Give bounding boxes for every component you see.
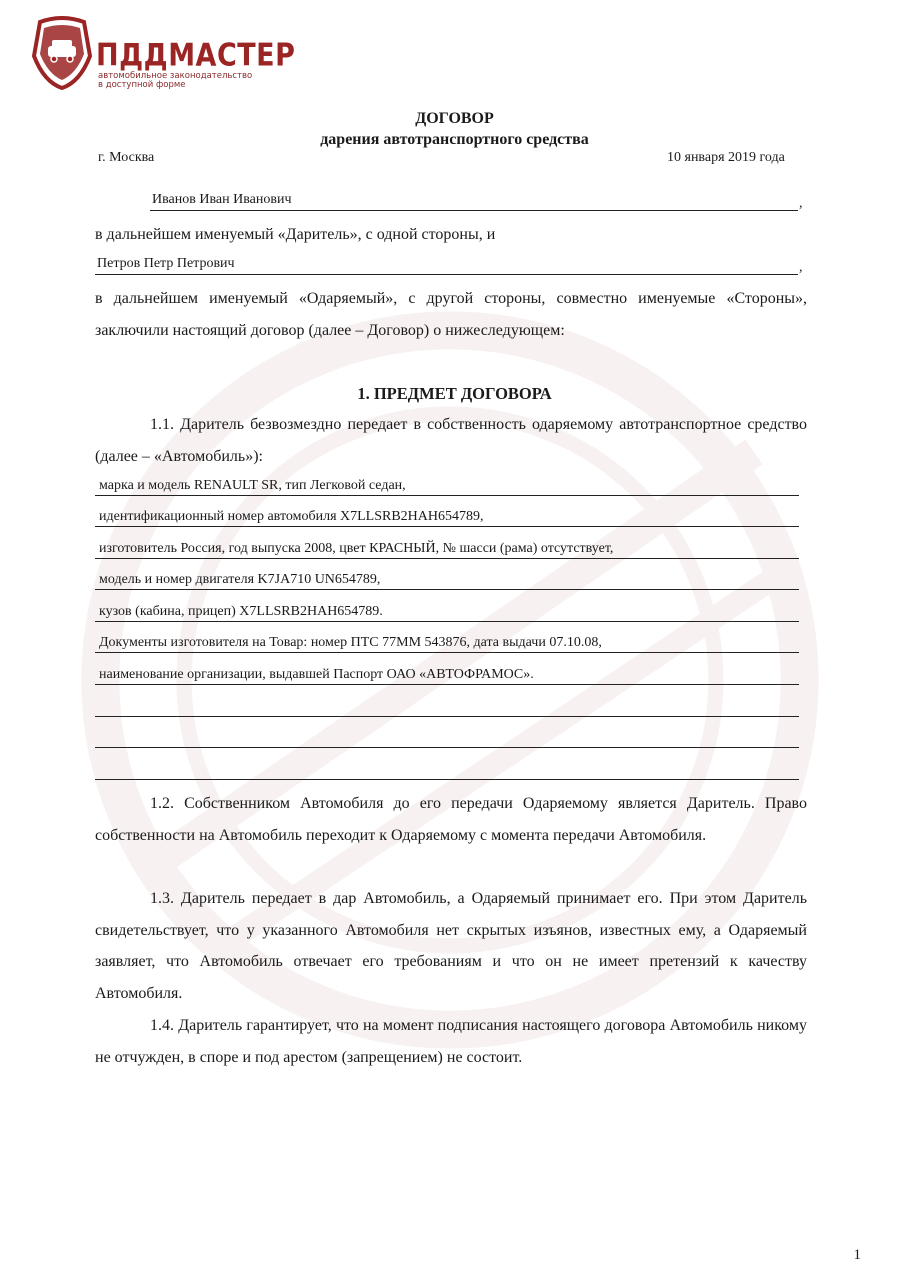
logo-name: ПДДМАСТЕР: [96, 37, 296, 74]
clause-1-1: 1.1. Даритель безвозмездно передает в собственность одаряемому автотранспортное средство (далее – «Автомобиль»):: [95, 416, 807, 465]
vehicle-line: изготовитель Россия, год выпуска 2008, цвет КРАСНЫЙ, № шасси (рама) отсутствует,: [95, 528, 799, 559]
city: г. Москва: [98, 150, 155, 165]
clause-1-2: 1.2. Собственником Автомобиля до его передачи Одаряемому является Даритель. Право собственности на Автомобиль переходит к Одаряемому с момента передачи Автомобиля.: [95, 795, 807, 844]
vehicle-line: наименование организации, выдавшей Паспорт ОАО «АВТОФРАМОС».: [95, 654, 799, 685]
vehicle-line: марка и модель RENAULT SR, тип Легковой седан,: [95, 465, 799, 496]
doc-title: ДОГОВОР: [415, 110, 494, 127]
logo-emblem-icon: [30, 16, 94, 90]
donor-comma: ,: [799, 196, 803, 211]
vehicle-line: Документы изготовителя на Товар: номер ПТС 77ММ 543876, дата выдачи 07.10.08,: [95, 622, 799, 653]
vehicle-line: идентификационный номер автомобиля X7LLSRB2HAH654789,: [95, 496, 799, 527]
date: 10 января 2019 года: [667, 150, 785, 165]
vehicle-line-blank: [95, 749, 799, 780]
donee-comma: ,: [799, 260, 803, 275]
logo-tagline: автомобильное законодательство в доступной форме: [98, 71, 253, 90]
doc-subtitle: дарения автотранспортного средства: [320, 131, 589, 148]
clause-1-3: 1.3. Даритель передает в дар Автомобиль, а Одаряемый принимает его. При этом Даритель свидетельствует, что у указанного Автомобиля нет скрытых изъянов, известных ему, а Одаряемый заявляет, что Автомобиль отвечает его требованиям и что он не имеет претензий к качеству Автомобиля.: [95, 890, 807, 1002]
vehicle-line-blank: [95, 717, 799, 748]
vehicle-line: кузов (кабина, прицеп) X7LLSRB2HAH654789.: [95, 591, 799, 622]
page-number: 1: [853, 1247, 861, 1263]
vehicle-line-blank: [95, 686, 799, 717]
donor-name: Иванов Иван Иванович: [152, 192, 292, 207]
donee-role: в дальнейшем именуемый «Одаряемый», с другой стороны, совместно именуемые «Стороны», заключили настоящий договор (далее – Договор) о нижеследующем:: [95, 290, 807, 339]
logo: [30, 16, 296, 90]
section-1-title: 1. ПРЕДМЕТ ДОГОВОРА: [357, 384, 552, 403]
donor-role: в дальнейшем именуемый «Даритель», с одной стороны, и: [95, 226, 496, 243]
donee-name: Петров Петр Петрович: [97, 256, 235, 271]
clause-1-4: 1.4. Даритель гарантирует, что на момент подписания настоящего договора Автомобиль никому не отчужден, в споре и под арестом (запрещением) не состоит.: [95, 1017, 807, 1066]
vehicle-line: модель и номер двигателя K7JA710 UN654789,: [95, 559, 799, 590]
